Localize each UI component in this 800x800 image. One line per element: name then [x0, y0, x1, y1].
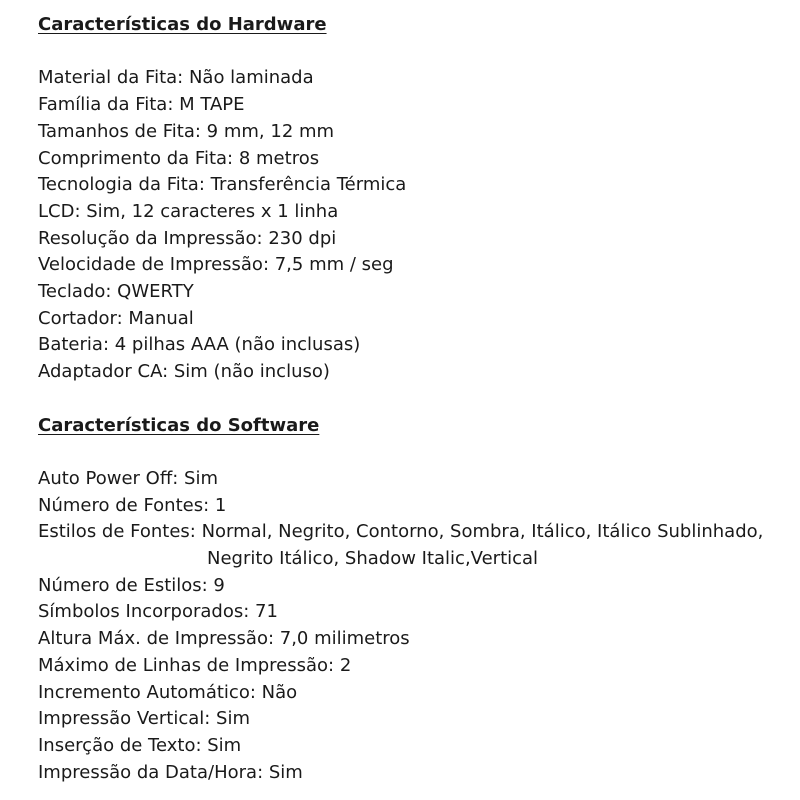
hardware-item: Adaptador CA: Sim (não incluso) [38, 361, 330, 383]
software-item: Impressão da Data/Hora: Sim [38, 761, 303, 783]
hardware-item: Tamanhos de Fita: 9 mm, 12 mm [38, 120, 335, 142]
hardware-item: Cortador: Manual [38, 307, 194, 329]
hardware-item: Teclado: QWERTY [38, 281, 194, 303]
software-item: Número de Estilos: 9 [38, 574, 225, 596]
font-styles-continuation: Negrito Itálico, Shadow Italic,Vertical [207, 548, 539, 570]
hardware-heading: Características do Hardware [38, 14, 327, 35]
software-heading: Características do Software [38, 414, 320, 436]
software-item: Auto Power Off: Sim [38, 467, 218, 489]
software-item: Incremento Automático: Não [38, 681, 298, 703]
font-styles-line: Estilos de Fontes: Normal, Negrito, Contorno, Sombra, Itálico, Itálico Sublinhado, [38, 521, 764, 543]
spec-document [38, 12, 788, 786]
spacer [38, 39, 788, 66]
software-item: Altura Máx. de Impressão: 7,0 milimetros [38, 628, 410, 650]
spacer [38, 439, 788, 466]
software-item: Número de Fontes: 1 [38, 494, 227, 516]
hardware-item: Material da Fita: Não laminada [38, 67, 314, 89]
hardware-item: Velocidade de Impressão: 7,5 mm / seg [38, 254, 394, 276]
software-item: Inserção de Texto: Sim [38, 734, 242, 756]
hardware-item: Tecnologia da Fita: Transferência Térmica [38, 174, 407, 196]
software-item: Máximo de Linhas de Impressão: 2 [38, 654, 352, 676]
software-item: Impressão Vertical: Sim [38, 708, 250, 730]
software-item: Símbolos Incorporados: 71 [38, 601, 278, 623]
hardware-item: Comprimento da Fita: 8 metros [38, 147, 320, 169]
hardware-item: Resolução da Impressão: 230 dpi [38, 227, 337, 249]
hardware-item: LCD: Sim, 12 caracteres x 1 linha [38, 200, 339, 222]
hardware-item: Bateria: 4 pilhas AAA (não inclusas) [38, 334, 361, 356]
spacer [38, 386, 788, 413]
hardware-item: Família da Fita: M TAPE [38, 94, 245, 116]
